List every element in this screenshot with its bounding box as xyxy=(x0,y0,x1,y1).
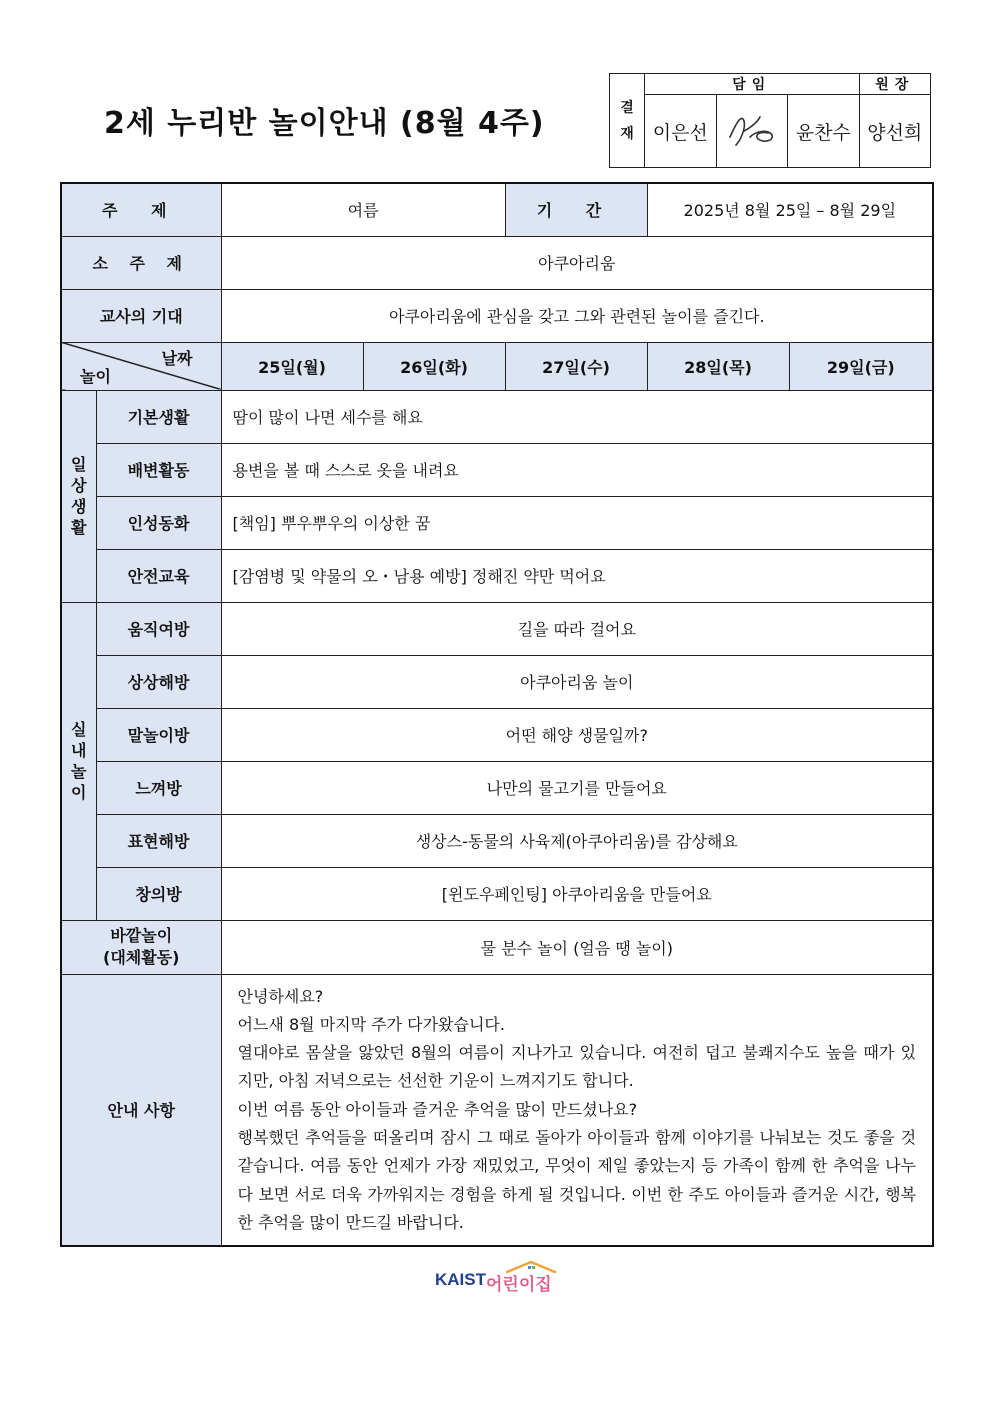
table-row xyxy=(61,655,933,708)
expectation-label: 교사의 기대 xyxy=(61,289,221,342)
notice-body xyxy=(221,974,933,1246)
row-value: 생상스-동물의 사육제(아쿠아리움)를 감상해요 xyxy=(221,814,933,867)
table-row xyxy=(61,814,933,867)
house-roof-icon xyxy=(505,1260,557,1274)
row-value: 길을 따라 걸어요 xyxy=(221,602,933,655)
kaist-kindergarten-logo xyxy=(435,1262,565,1292)
signature-director: 양선희 xyxy=(859,95,931,168)
day-header-fri: 29일(금) xyxy=(789,342,933,390)
expectation-value: 아쿠아리움에 관심을 갖고 그와 관련된 놀이를 즐긴다. xyxy=(221,289,933,342)
table-row xyxy=(61,443,933,496)
approval-box xyxy=(609,73,931,168)
day-header-wed: 27일(수) xyxy=(505,342,647,390)
notice-paragraph: 열대야로 몸살을 앓았던 8월의 여름이 지나가고 있습니다. 여전히 덥고 불쾌지수도 높을 때가 있지만, 아침 저녁으로는 선선한 기운이 느껴지기도 합니다. xyxy=(237,1043,917,1091)
row-label: 배변활동 xyxy=(96,443,221,496)
diagonal-header-cell xyxy=(61,342,221,390)
page-title: 2세 누리반 놀이안내 (8월 4주) xyxy=(104,106,545,141)
table-row xyxy=(61,390,933,443)
row-label: 느껴방 xyxy=(96,761,221,814)
row-label: 말놀이방 xyxy=(96,708,221,761)
notice-label: 안내 사항 xyxy=(61,974,221,1246)
signature-teacher-1: 이은선 xyxy=(645,95,717,168)
outdoor-label: 바깥놀이 (대체활동) xyxy=(61,920,221,974)
subtheme-row xyxy=(61,236,933,289)
table-row xyxy=(61,496,933,549)
row-label: 창의방 xyxy=(96,867,221,920)
logo-brand: KAIST xyxy=(435,1270,486,1289)
day-header-thu: 28일(목) xyxy=(647,342,789,390)
row-value: [책임] 뿌우뿌우의 이상한 꿈 xyxy=(221,496,933,549)
notice-paragraph: 안녕하세요? xyxy=(237,986,324,1006)
signature-drawn xyxy=(716,95,788,168)
table-row xyxy=(61,867,933,920)
subtheme-label: 소 주 제 xyxy=(61,236,221,289)
approval-side-label: 결 재 xyxy=(610,74,645,168)
outdoor-row xyxy=(61,920,933,974)
row-label: 안전교육 xyxy=(96,549,221,602)
row-value: 땀이 많이 나면 세수를 해요 xyxy=(221,390,933,443)
row-label: 움직여방 xyxy=(96,602,221,655)
period-value: 2025년 8월 25일 – 8월 29일 xyxy=(647,183,933,236)
weekly-plan-table xyxy=(60,182,934,1247)
row-label: 상상해방 xyxy=(96,655,221,708)
row-value: 어떤 해양 생물일까? xyxy=(221,708,933,761)
theme-label: 주 제 xyxy=(61,183,221,236)
row-label: 표현해방 xyxy=(96,814,221,867)
table-row xyxy=(61,549,933,602)
notice-paragraph: 어느새 8월 마지막 주가 다가왔습니다. xyxy=(237,1014,505,1034)
row-value: 아쿠아리움 놀이 xyxy=(221,655,933,708)
day-header-row xyxy=(61,342,933,390)
table-row xyxy=(61,761,933,814)
subtheme-value: 아쿠아리움 xyxy=(221,236,933,289)
notice-paragraph: 이번 여름 동안 아이들과 즐거운 추억을 많이 만드셨나요? xyxy=(237,1099,638,1119)
row-value: 용변을 볼 때 스스로 옷을 내려요 xyxy=(221,443,933,496)
day-header-mon: 25일(월) xyxy=(221,342,363,390)
theme-value: 여름 xyxy=(221,183,505,236)
outdoor-value: 물 분수 놀이 (얼음 땡 놀이) xyxy=(221,920,933,974)
notice-row xyxy=(61,974,933,1246)
row-value: [윈도우페인팅] 아쿠아리움을 만들어요 xyxy=(221,867,933,920)
signature-teacher-2: 윤찬수 xyxy=(788,95,860,168)
diag-play-label: 놀이 xyxy=(80,366,111,386)
row-value: [감염병 및 약물의 오・남용 예방] 정해진 약만 먹어요 xyxy=(221,549,933,602)
handwritten-signature-icon xyxy=(724,107,780,151)
row-label: 인성동화 xyxy=(96,496,221,549)
teacher-header: 담임 xyxy=(645,74,860,95)
director-header: 원장 xyxy=(859,74,931,95)
table-row xyxy=(61,602,933,655)
logo-text: 어린이집 xyxy=(486,1275,552,1294)
daily-life-group-label: 일 상 생 활 xyxy=(61,390,96,602)
diag-date-label: 날짜 xyxy=(161,348,193,368)
notice-paragraph: 행복했던 추억들을 떠올리며 잠시 그 때로 돌아가 아이들과 함께 이야기를 나눠보는 것도 좋을 것 같습니다. 여름 동안 언제가 가장 재밌었고, 무엇이 제일 좋았는지 등 가족이 함께 한 추억을 나누다 보면 서로 더욱 가까워지는 경험을 하게 될 것입니다. 이번 한 주도 아이들과 즐거운 시간, 행복한 추억을 많이 만드길 바랍니다. xyxy=(237,1127,917,1232)
expectation-row xyxy=(61,289,933,342)
period-label: 기 간 xyxy=(505,183,647,236)
day-header-tue: 26일(화) xyxy=(363,342,505,390)
theme-row xyxy=(61,183,933,236)
indoor-play-group-label: 실 내 놀 이 xyxy=(61,602,96,920)
row-value: 나만의 물고기를 만들어요 xyxy=(221,761,933,814)
row-label: 기본생활 xyxy=(96,390,221,443)
table-row xyxy=(61,708,933,761)
